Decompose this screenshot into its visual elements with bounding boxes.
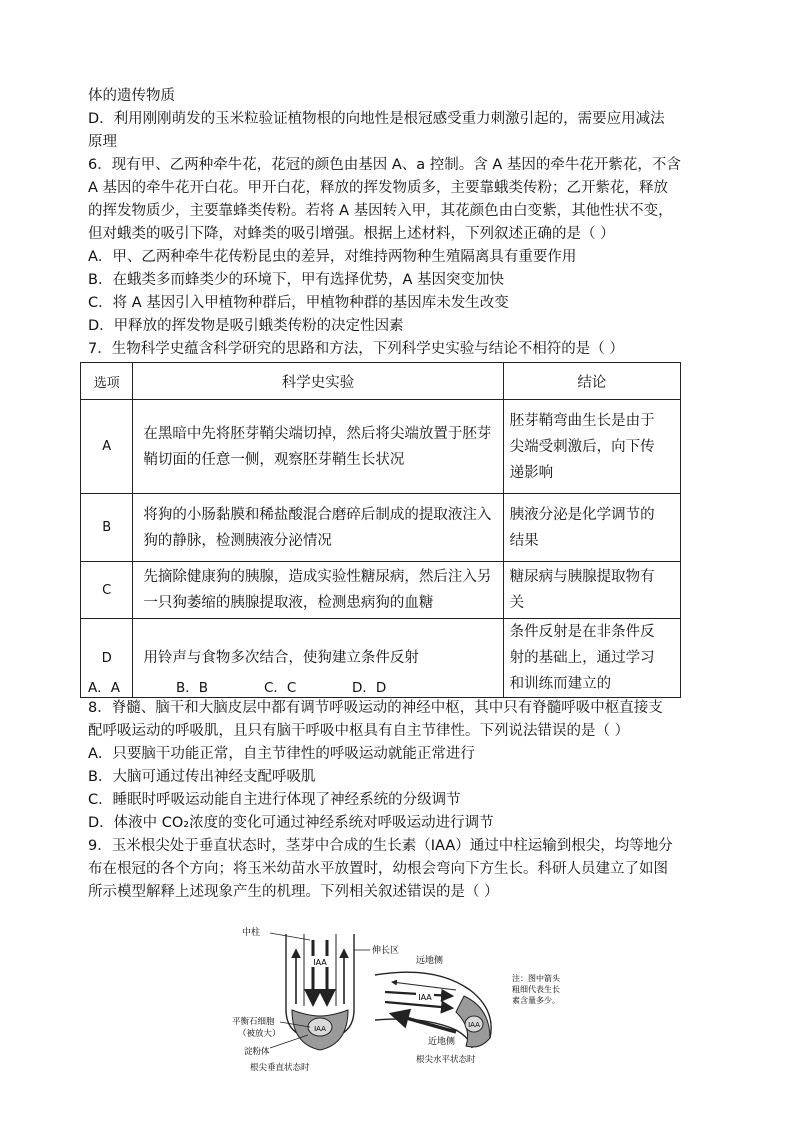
answer-option: D．D — [352, 680, 387, 696]
cell-line: 将狗的小肠黏膜和稀盐酸混合磨碎后制成的提取液注入 — [143, 506, 492, 523]
stele-label: 中柱 — [242, 928, 261, 938]
cell-line: 递影响 — [509, 464, 554, 481]
answer-option: B．B — [176, 680, 209, 696]
answer-option: C．C — [264, 680, 297, 696]
question-8-option-c: C．睡眠时呼吸运动能自主进行体现了神经系统的分级调节 — [88, 792, 461, 808]
figure-note: 注：图中箭头 — [512, 974, 560, 983]
iaa-arrow — [385, 1002, 452, 1008]
question-6-option-d: D．甲释放的挥发物是吸引蛾类传粉的决定性因素 — [88, 318, 404, 334]
conclusion-cell — [503, 619, 680, 698]
cell-line: 先摘除健康狗的胰腺，造成实验性糖尿病，然后注入另 — [143, 569, 492, 585]
figure-note: 粗细代表生长 — [512, 985, 560, 994]
cell-line: 射的基础上，通过学习 — [509, 650, 655, 666]
cell-line: 胰液分泌是化学调节的 — [509, 506, 655, 523]
table-row — [81, 562, 681, 619]
question-8-stem: 8．脊髓、脑干和大脑皮层中都有调节呼吸运动的神经中枢，其中只有脊髓呼吸中枢直接支 — [88, 700, 663, 716]
question-6-stem: A 基因的牵牛花开白花。甲开白花，释放的挥发物质多，主要靠蛾类传粉；乙开紫花，释放 — [88, 180, 669, 196]
cell-line: 狗的静脉，检测胰液分泌情况 — [143, 532, 332, 549]
figure-caption: 根尖水平状态时 — [416, 1055, 476, 1065]
iaa-label: IAA — [313, 958, 327, 967]
text-line: 体的遗传物质 — [88, 88, 175, 104]
cell-line: 一只狗萎缩的胰腺提取液，检测患病狗的血糖 — [143, 595, 434, 611]
cell-line: 关 — [509, 595, 525, 611]
cell-line: 胚芽鞘弯曲生长是由于 — [509, 412, 655, 429]
conclusion-cell — [503, 400, 680, 494]
cell-line: 结果 — [509, 532, 539, 549]
question-9-stem: 所示模型解释上述现象产生的机理。下列相关叙述错误的是（ ） — [88, 884, 499, 900]
cell-line: 在黑暗中先将胚芽鞘尖端切掉，然后将尖端放置于胚芽 — [143, 425, 492, 442]
question-6-stem: 但对蛾类的吸引下降，对蜂类的吸引增强。根据上述材料，下列叙述正确的是（ ） — [88, 226, 615, 242]
table-row — [81, 494, 681, 562]
iaa-label: IAA — [468, 1021, 480, 1029]
science-history-table — [80, 362, 681, 698]
far-side-label: 远地侧 — [416, 956, 444, 966]
statocyte-label: （被放大） — [238, 1029, 281, 1039]
question-8-stem: 配呼吸运动的呼吸肌，且只有脑干呼吸中枢具有自主节律性。下列说法错误的是（ ） — [88, 723, 630, 739]
answer-option: A．A — [88, 680, 120, 696]
option-cell: C — [81, 562, 133, 619]
cell-line: 糖尿病与胰腺提取物有 — [509, 569, 655, 585]
table-row — [81, 400, 681, 494]
statocyte-label: 平衡石细胞 — [232, 1017, 275, 1027]
table-header: 选项 — [81, 363, 133, 400]
option-cell: B — [81, 494, 133, 562]
experiment-cell — [133, 562, 503, 619]
iaa-return-arrow-thick — [392, 1014, 456, 1032]
question-9-stem: 9．玉米根尖处于垂直状态时，茎芽中合成的生长素（IAA）通过中柱运输到根尖，均等地分 — [88, 838, 673, 854]
table-header: 科学史实验 — [133, 363, 503, 400]
iaa-label: IAA — [418, 993, 432, 1002]
question-6-option-b: B．在蛾类多而蜂类少的环境下，甲有选择优势，A 基因突变加快 — [88, 272, 504, 288]
elongation-zone-label: 伸长区 — [372, 946, 400, 956]
cell-line: 和训练而建立的 — [509, 676, 612, 692]
table-header-row — [81, 363, 681, 400]
question-8-option-a: A．只要脑干功能正常，自主节律性的呼吸运动就能正常进行 — [88, 746, 475, 762]
question-6-stem: 的挥发物质少，主要靠蜂类传粉。若将 A 基因转入甲，其花颜色由白变紫，其他性状不变， — [88, 203, 673, 219]
cell-line: 尖端受刺激后，向下传 — [509, 438, 655, 455]
vertical-root-diagram — [232, 926, 399, 1073]
cell-line: 用铃声与食物多次结合，使狗建立条件反射 — [143, 650, 419, 666]
question-6-stem: 6．现有甲、乙两种牵牛花，花冠的颜色由基因 A、a 控制。含 A 基因的牵牛花开紫花，不含 — [88, 157, 681, 173]
question-7-options — [88, 676, 440, 696]
figure-caption: 根尖垂直状态时 — [250, 1063, 310, 1073]
amyloplast-label: 淀粉体 — [244, 1047, 270, 1057]
near-side-label: 近地侧 — [428, 1037, 456, 1047]
figure-note: 素含量多少。 — [512, 996, 560, 1005]
conclusion-cell — [503, 494, 680, 562]
iaa-return-arrow-thin — [392, 982, 456, 990]
conclusion-cell — [503, 562, 680, 619]
question-8-option-d: D．体液中 CO₂浓度的变化可通过神经系统对呼吸运动进行调节 — [88, 815, 494, 831]
cell-line: 条件反射是在非条件反 — [509, 624, 655, 640]
option-cell: D — [81, 619, 133, 698]
horizontal-root-diagram — [375, 954, 561, 1065]
text-line: 原理 — [88, 134, 117, 150]
option-cell: A — [81, 400, 133, 494]
question-6-option-c: C．将 A 基因引入甲植物种群后，甲植物种群的基因库未发生改变 — [88, 295, 509, 311]
question-6-option-a: A．甲、乙两种牵牛花传粉昆虫的差异，对维持两物种生殖隔离具有重要作用 — [88, 249, 577, 265]
question-7-stem: 7．生物科学史蕴含科学研究的思路和方法，下列科学史实验与结论不相符的是（ ） — [88, 341, 624, 357]
question-8-option-b: B．大脑可通过传出神经支配呼吸肌 — [88, 769, 316, 785]
cell-line: 鞘切面的任意一侧，观察胚芽鞘生长状况 — [143, 451, 405, 468]
text-line: D．利用刚刚萌发的玉米粒验证植物根的向地性是根冠感受重力刺激引起的，需要应用减法 — [88, 111, 665, 127]
root-gravitropism-figure — [220, 920, 600, 1085]
iaa-label: IAA — [314, 1025, 326, 1033]
question-9-stem: 布在根冠的各个方向；将玉米幼苗水平放置时，幼根会弯向下方生长。科研人员建立了如图 — [88, 861, 668, 877]
experiment-cell — [133, 494, 503, 562]
table-header: 结论 — [503, 363, 680, 400]
experiment-cell — [133, 400, 503, 494]
